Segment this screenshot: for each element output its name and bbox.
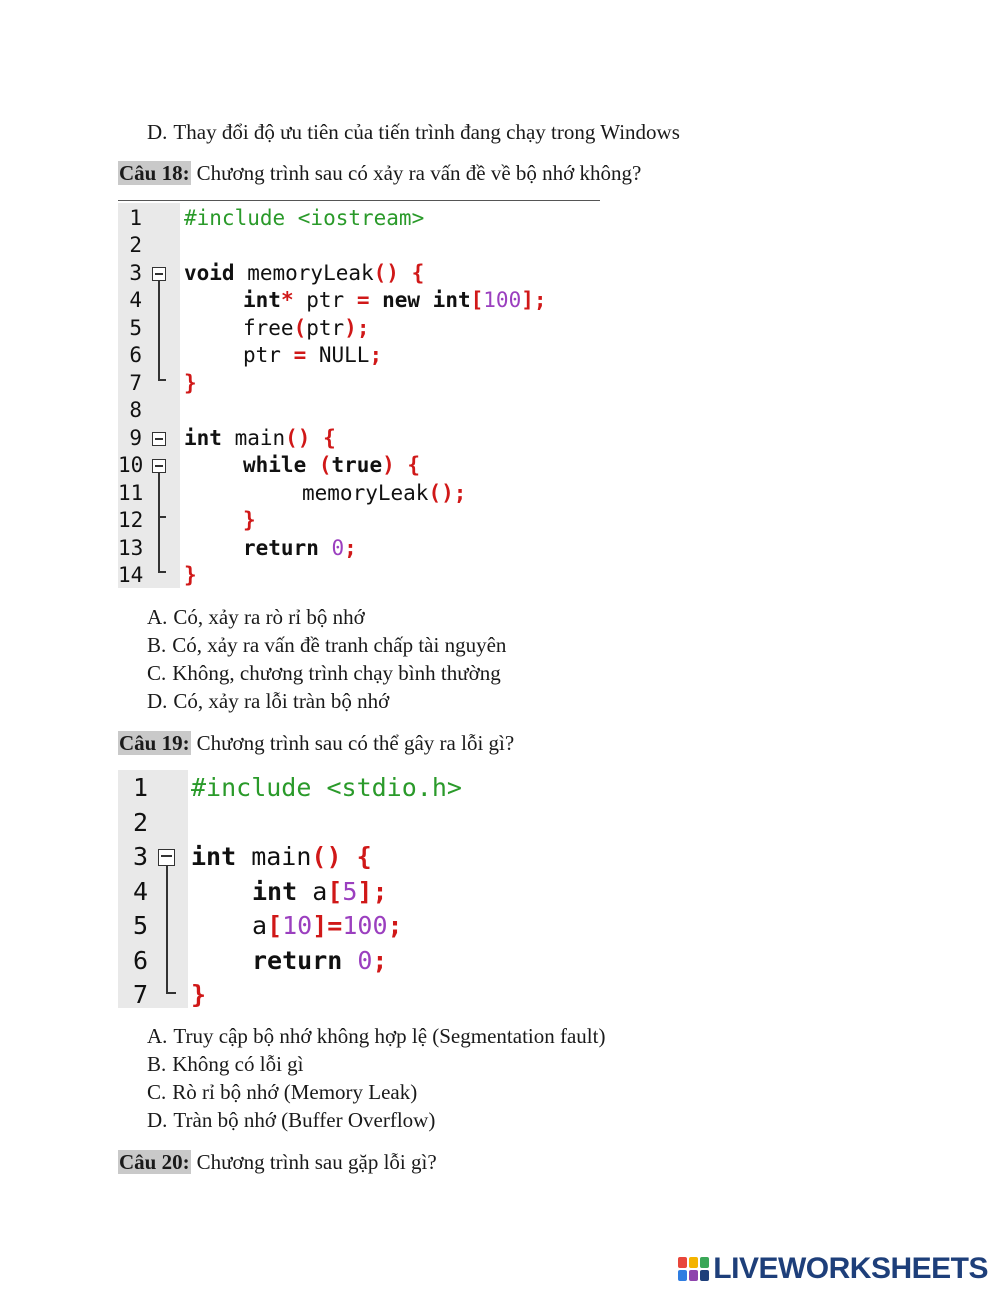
code-line: int a[5]; [252,877,388,906]
line-number: 4 [132,877,148,906]
option-text: Không có lỗi gì [172,1052,304,1076]
fold-guide-line [158,473,160,571]
line-number: 9 [129,426,142,450]
code-image-q19 [118,770,478,1008]
question-label: Câu 18: [119,161,190,185]
question-19 [118,729,514,757]
fold-collapse-icon [158,849,175,866]
line-number: 5 [132,911,148,940]
line-number: 11 [118,481,144,505]
line-number: 6 [132,946,148,975]
line-number: 5 [129,316,142,340]
option-letter: B. [147,1052,167,1076]
option-letter: A. [147,1024,168,1048]
fold-end-marker [158,379,166,381]
line-number: 7 [129,371,142,395]
option-letter: A. [147,605,168,629]
option-text: Tràn bộ nhớ (Buffer Overflow) [173,1108,436,1132]
code-line: int* ptr = new int[100]; [243,288,547,312]
option-letter: D. [147,689,168,713]
line-number: 2 [132,808,148,837]
question-text: Chương trình sau có xảy ra vấn đề về bộ nhớ không? [196,161,642,185]
fold-end-marker [166,992,176,994]
liveworksheets-logo [678,1252,988,1286]
question-text: Chương trình sau có thể gây ra lỗi gì? [196,731,515,755]
line-number: 8 [129,398,142,422]
code-line: } [184,563,197,587]
code-line: #include <stdio.h> [191,773,462,802]
question-label: Câu 19: [119,731,190,755]
code-line: int main() { [191,842,372,871]
code-line: void memoryLeak() { [184,261,425,285]
option-letter: B. [147,633,167,657]
option-text: Rò rỉ bộ nhớ (Memory Leak) [172,1080,418,1104]
line-number: 2 [129,233,142,257]
option-letter: C. [147,661,167,685]
line-number: 3 [132,842,148,871]
logo-text: LIVEWORKSHEETS [713,1252,988,1285]
q18-option-a[interactable] [147,603,365,631]
question-text: Chương trình sau gặp lỗi gì? [196,1150,437,1174]
logo-mark-icon [678,1257,709,1281]
code-line: ptr = NULL; [243,343,383,367]
q18-option-b[interactable] [147,631,506,659]
fold-collapse-icon [152,459,166,473]
fold-end-marker [158,516,166,518]
code-line: } [191,980,207,1009]
option-letter: D. [147,120,168,144]
option-text: Không, chương trình chạy bình thường [172,661,501,685]
line-number: 10 [118,453,144,477]
fold-collapse-icon [152,432,166,446]
line-number: 4 [129,288,142,312]
question-label: Câu 20: [119,1150,190,1174]
code-top-border [118,200,600,201]
code-line: } [184,371,197,395]
code-image-q18 [118,203,600,588]
option-letter: D. [147,1108,168,1132]
q19-option-b[interactable] [147,1050,304,1078]
line-number: 13 [118,536,144,560]
q18-option-d[interactable] [147,687,389,715]
code-line: } [243,508,256,532]
q19-option-d[interactable] [147,1106,435,1134]
code-line: free(ptr); [243,316,370,340]
q18-option-c[interactable] [147,659,501,687]
fold-collapse-icon [152,267,166,281]
option-text: Truy cập bộ nhớ không hợp lệ (Segmentation fault) [173,1024,606,1048]
code-line: memoryLeak(); [302,481,467,505]
fold-end-marker [158,571,166,573]
line-number: 1 [129,206,142,230]
q17-option-d [147,118,680,146]
line-number: 12 [118,508,144,532]
line-number: 6 [129,343,142,367]
option-letter: C. [147,1080,167,1104]
option-text: Có, xảy ra vấn đề tranh chấp tài nguyên [172,633,507,657]
question-18 [118,159,641,187]
q19-option-a[interactable] [147,1022,605,1050]
code-line: return 0; [243,536,357,560]
q19-option-c[interactable] [147,1078,417,1106]
option-text: Có, xảy ra rò rỉ bộ nhớ [173,605,365,629]
fold-guide-line [166,866,168,993]
code-line: return 0; [252,946,388,975]
code-line: int main() { [184,426,336,450]
line-number: 1 [132,773,148,802]
line-number: 7 [132,980,148,1009]
code-line: while (true) { [243,453,421,477]
question-20 [118,1148,437,1176]
line-number: 3 [129,261,142,285]
fold-guide-line [158,281,160,379]
option-text: Thay đổi độ ưu tiên của tiến trình đang chạy trong Windows [173,120,680,144]
option-text: Có, xảy ra lỗi tràn bộ nhớ [173,689,390,713]
line-number: 14 [118,563,144,587]
code-line: a[10]=100; [252,911,403,940]
code-line: #include <iostream> [184,206,425,230]
